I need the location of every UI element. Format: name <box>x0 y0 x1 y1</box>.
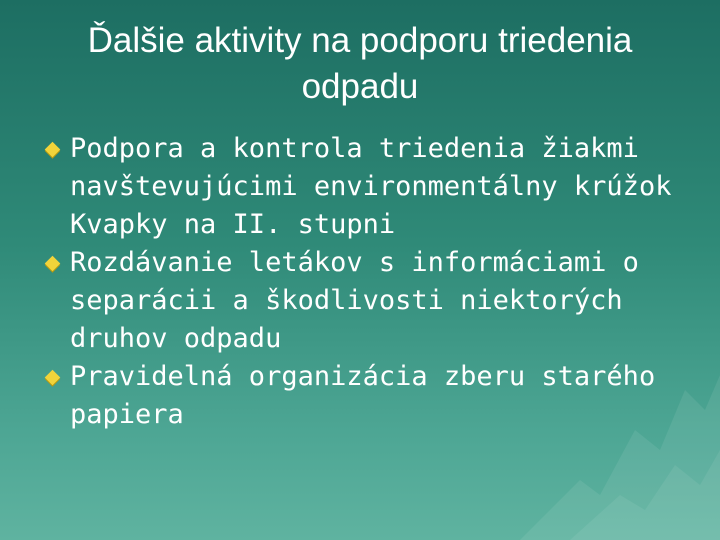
bullet-item <box>44 244 694 358</box>
title-line-1: Ďalšie aktivity na podporu triedenia <box>87 21 633 60</box>
bullet-text: Podpora a kontrola triedenia žiakmi navštevujúcimi environmentálny krúžok Kvapky na II. stupni <box>70 133 672 240</box>
slide-title <box>20 18 700 110</box>
diamond-bullet-icon <box>45 142 61 158</box>
diamond-bullet-icon <box>45 256 61 272</box>
bullet-list <box>44 130 694 434</box>
diamond-bullet-icon <box>45 370 61 386</box>
bullet-text: Rozdávanie letákov s informáciami o separácii a škodlivosti niektorých druhov odpadu <box>70 247 639 354</box>
bullet-item <box>44 358 694 434</box>
bullet-text: Pravidelná organizácia zberu starého papiera <box>70 361 656 430</box>
bullet-item <box>44 130 694 244</box>
title-line-2: odpadu <box>301 67 419 106</box>
